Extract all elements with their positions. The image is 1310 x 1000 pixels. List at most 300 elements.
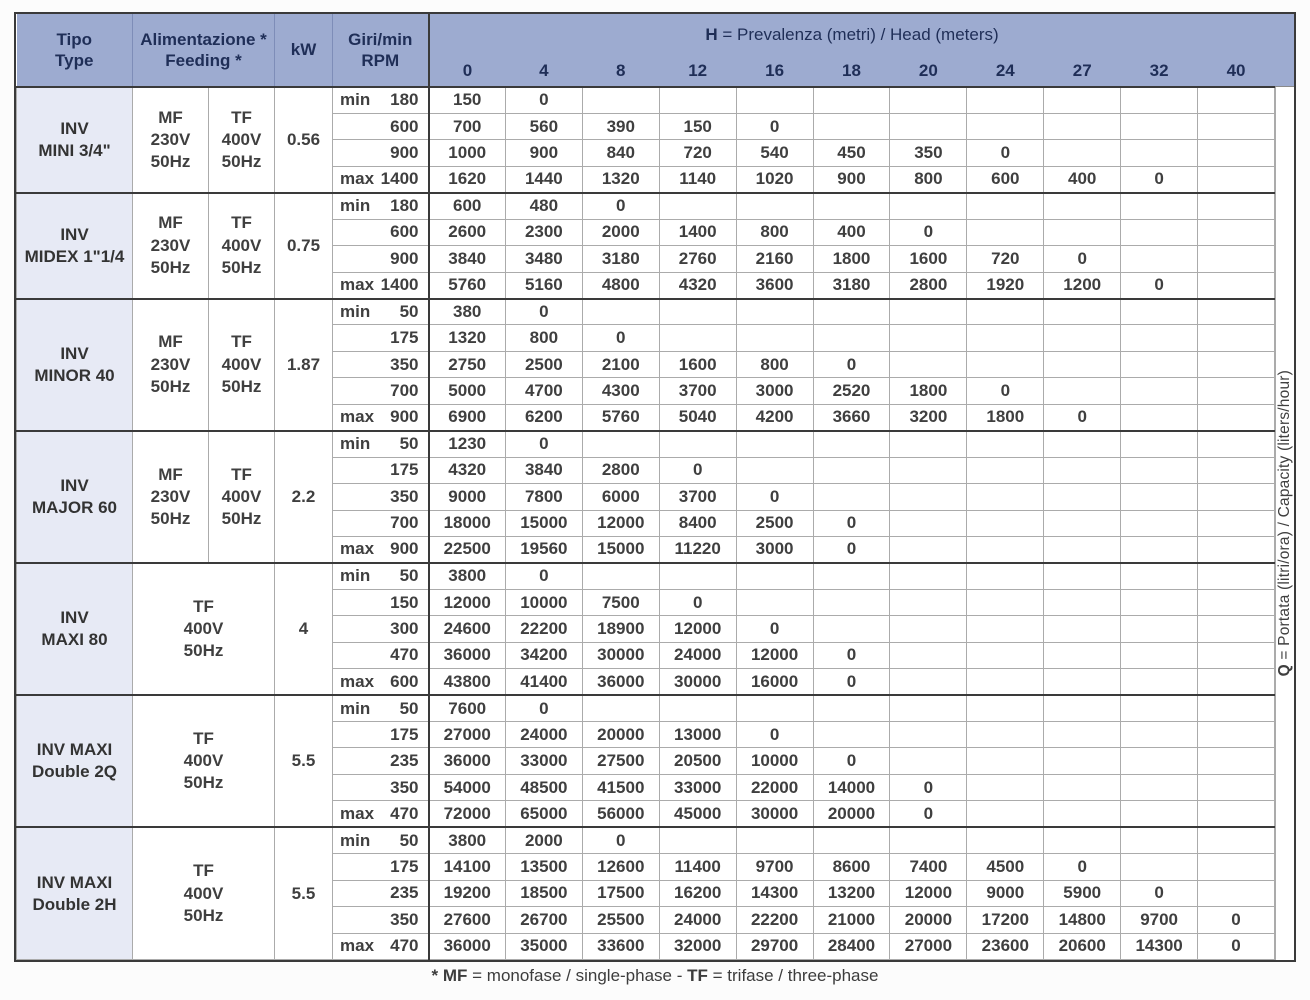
capacity-value-cell: 2100 — [582, 351, 659, 377]
capacity-value-cell: 36000 — [429, 748, 506, 774]
capacity-value-cell: 12000 — [429, 589, 506, 615]
rpm-cell — [333, 933, 429, 960]
capacity-value-cell: 33600 — [582, 933, 659, 960]
rpm-cell — [333, 880, 429, 906]
capacity-value-cell: 29700 — [736, 933, 813, 960]
capacity-value-cell — [813, 563, 890, 589]
capacity-value-cell — [890, 748, 967, 774]
rpm-minmax-label: min — [340, 566, 371, 586]
capacity-value-cell: 2750 — [429, 351, 506, 377]
capacity-value-cell: 4800 — [582, 272, 659, 298]
capacity-value-cell: 11220 — [659, 536, 736, 562]
capacity-value-cell: 9700 — [736, 854, 813, 880]
capacity-value-cell — [736, 193, 813, 219]
rpm-minmax-label: min — [340, 698, 371, 718]
rpm-value: 180 — [390, 196, 419, 216]
rpm-value: 1400 — [380, 169, 419, 189]
capacity-value-cell: 1920 — [967, 272, 1044, 298]
capacity-value-cell: 1440 — [505, 166, 582, 192]
capacity-value-cell — [813, 616, 890, 642]
capacity-value-cell: 3000 — [736, 378, 813, 404]
capacity-value-cell — [1198, 140, 1275, 166]
kw-cell: 5.5 — [275, 827, 333, 959]
capacity-value-cell: 19200 — [429, 880, 506, 906]
rpm-cell — [333, 457, 429, 483]
head-value-24: 24 — [967, 56, 1044, 87]
tipo-label-en: Type — [55, 51, 94, 70]
capacity-value-cell: 800 — [736, 219, 813, 245]
capacity-value-cell — [967, 193, 1044, 219]
capacity-value-cell — [659, 431, 736, 457]
feeding-cell: MF 230V 50Hz — [133, 193, 209, 299]
capacity-value-cell — [1044, 510, 1121, 536]
capacity-value-cell: 5760 — [429, 272, 506, 298]
capacity-value-cell — [1044, 219, 1121, 245]
capacity-value-cell — [582, 299, 659, 325]
capacity-value-cell: 150 — [659, 113, 736, 139]
capacity-value-cell — [1198, 351, 1275, 377]
rpm-value: 350 — [390, 486, 419, 506]
capacity-value-cell: 3700 — [659, 378, 736, 404]
capacity-value-cell — [813, 722, 890, 748]
capacity-value-cell: 35000 — [505, 933, 582, 960]
pump-model-cell: INV MINOR 40 — [17, 299, 133, 431]
capacity-value-cell — [1198, 854, 1275, 880]
capacity-value-cell: 24000 — [659, 642, 736, 668]
capacity-value-cell: 0 — [813, 536, 890, 562]
feeding-cell: TF 400V 50Hz — [133, 695, 275, 827]
capacity-value-cell: 28400 — [813, 933, 890, 960]
capacity-value-cell: 1400 — [659, 219, 736, 245]
capacity-value-cell — [890, 325, 967, 351]
capacity-value-cell — [736, 87, 813, 113]
capacity-value-cell — [736, 457, 813, 483]
rpm-value: 235 — [390, 751, 419, 771]
capacity-value-cell — [967, 722, 1044, 748]
rpm-value: 350 — [390, 777, 419, 797]
kw-cell: 2.2 — [275, 431, 333, 563]
rpm-cell — [333, 325, 429, 351]
rpm-value: 300 — [390, 618, 419, 638]
capacity-value-cell — [890, 563, 967, 589]
capacity-value-cell: 0 — [813, 510, 890, 536]
capacity-value-cell — [582, 695, 659, 721]
capacity-value-cell: 22200 — [505, 616, 582, 642]
rpm-cell — [333, 827, 429, 853]
capacity-value-cell — [1044, 642, 1121, 668]
capacity-value-cell — [967, 589, 1044, 615]
capacity-value-cell: 12000 — [582, 510, 659, 536]
capacity-value-cell: 7800 — [505, 484, 582, 510]
capacity-value-cell — [890, 457, 967, 483]
capacity-value-cell — [1121, 219, 1198, 245]
capacity-value-cell: 1000 — [429, 140, 506, 166]
capacity-value-cell — [1198, 722, 1275, 748]
capacity-value-cell — [1121, 404, 1198, 430]
capacity-value-cell — [1198, 193, 1275, 219]
capacity-value-cell — [582, 87, 659, 113]
capacity-value-cell — [1044, 774, 1121, 800]
capacity-value-cell: 0 — [582, 827, 659, 853]
capacity-value-cell — [1044, 140, 1121, 166]
capacity-value-cell: 41400 — [505, 669, 582, 695]
capacity-value-cell: 27000 — [429, 722, 506, 748]
capacity-value-cell — [1121, 827, 1198, 853]
capacity-value-cell — [967, 484, 1044, 510]
rpm-cell — [333, 166, 429, 192]
capacity-value-cell: 54000 — [429, 774, 506, 800]
capacity-value-cell: 16000 — [736, 669, 813, 695]
capacity-value-cell: 7400 — [890, 854, 967, 880]
capacity-value-cell: 1320 — [582, 166, 659, 192]
rpm-value: 150 — [390, 592, 419, 612]
footnote-segment: = trifase / three-phase — [707, 966, 879, 985]
rpm-cell — [333, 299, 429, 325]
capacity-value-cell: 17500 — [582, 880, 659, 906]
rpm-cell — [333, 140, 429, 166]
kw-cell: 0.56 — [275, 87, 333, 193]
capacity-value-cell — [736, 589, 813, 615]
rpm-cell — [333, 642, 429, 668]
capacity-value-cell: 12600 — [582, 854, 659, 880]
capacity-value-cell: 5000 — [429, 378, 506, 404]
rpm-cell — [333, 695, 429, 721]
capacity-value-cell — [967, 748, 1044, 774]
capacity-value-cell — [967, 510, 1044, 536]
capacity-value-cell: 4200 — [736, 404, 813, 430]
feeding-cell: TF 400V 50Hz — [209, 299, 275, 431]
head-value-16: 16 — [736, 56, 813, 87]
rpm-cell — [333, 193, 429, 219]
head-value-27: 27 — [1044, 56, 1121, 87]
rpm-cell — [333, 589, 429, 615]
capacity-value-cell: 20000 — [582, 722, 659, 748]
capacity-value-cell — [1044, 325, 1121, 351]
feeding-cell: TF 400V 50Hz — [209, 431, 275, 563]
col-header-tipo — [17, 14, 133, 87]
rpm-cell — [333, 219, 429, 245]
capacity-value-cell: 840 — [582, 140, 659, 166]
rpm-cell — [333, 484, 429, 510]
capacity-value-cell: 12000 — [659, 616, 736, 642]
capacity-value-cell — [967, 563, 1044, 589]
capacity-value-cell: 2760 — [659, 246, 736, 272]
rpm-cell — [333, 536, 429, 562]
capacity-value-cell: 0 — [505, 299, 582, 325]
capacity-value-cell: 0 — [813, 351, 890, 377]
feeding-cell: TF 400V 50Hz — [209, 193, 275, 299]
capacity-value-cell: 3200 — [890, 404, 967, 430]
capacity-value-cell — [890, 827, 967, 853]
rpm-value: 600 — [390, 222, 419, 242]
capacity-value-cell — [1198, 774, 1275, 800]
capacity-value-cell: 2000 — [505, 827, 582, 853]
rpm-cell — [333, 87, 429, 113]
capacity-value-cell — [967, 87, 1044, 113]
capacity-value-cell: 7500 — [582, 589, 659, 615]
capacity-value-cell — [1121, 669, 1198, 695]
capacity-value-cell — [890, 113, 967, 139]
capacity-side-strip — [1275, 14, 1294, 960]
rpm-value: 900 — [390, 143, 419, 163]
capacity-value-cell — [890, 669, 967, 695]
pump-model-cell: INV MIDEX 1"1/4 — [17, 193, 133, 299]
capacity-value-cell — [1044, 378, 1121, 404]
rpm-label-it: Giri/min — [348, 29, 413, 49]
capacity-value-cell: 4320 — [659, 272, 736, 298]
capacity-value-cell — [1044, 431, 1121, 457]
capacity-value-cell — [1121, 801, 1198, 827]
capacity-value-cell — [1198, 669, 1275, 695]
capacity-value-cell: 2800 — [582, 457, 659, 483]
capacity-value-cell: 14800 — [1044, 907, 1121, 933]
capacity-value-cell — [1121, 299, 1198, 325]
capacity-value-cell: 14100 — [429, 854, 506, 880]
feeding-cell: MF 230V 50Hz — [133, 87, 209, 193]
capacity-value-cell: 700 — [429, 113, 506, 139]
rpm-minmax-label: max — [340, 275, 375, 295]
capacity-value-cell — [736, 695, 813, 721]
rpm-value: 600 — [390, 116, 419, 136]
capacity-value-cell: 12000 — [736, 642, 813, 668]
capacity-value-cell: 480 — [505, 193, 582, 219]
capacity-value-cell — [1198, 510, 1275, 536]
capacity-value-cell — [967, 299, 1044, 325]
capacity-value-cell — [967, 351, 1044, 377]
capacity-value-cell — [890, 536, 967, 562]
capacity-value-cell — [890, 510, 967, 536]
capacity-value-cell — [1198, 536, 1275, 562]
capacity-value-cell: 0 — [582, 325, 659, 351]
capacity-value-cell — [582, 431, 659, 457]
capacity-value-cell: 0 — [890, 219, 967, 245]
capacity-value-cell: 2300 — [505, 219, 582, 245]
capacity-value-cell: 43800 — [429, 669, 506, 695]
capacity-value-cell: 26700 — [505, 907, 582, 933]
capacity-value-cell: 30000 — [582, 642, 659, 668]
rpm-cell — [333, 272, 429, 298]
capacity-value-cell: 22500 — [429, 536, 506, 562]
capacity-value-cell: 380 — [429, 299, 506, 325]
table-area — [16, 14, 1275, 960]
performance-table — [16, 14, 1275, 960]
capacity-value-cell — [890, 616, 967, 642]
capacity-value-cell: 720 — [659, 140, 736, 166]
capacity-value-cell — [1121, 87, 1198, 113]
capacity-value-cell — [1121, 457, 1198, 483]
capacity-value-cell — [813, 695, 890, 721]
capacity-value-cell: 20500 — [659, 748, 736, 774]
capacity-value-cell — [1044, 113, 1121, 139]
capacity-value-cell: 600 — [429, 193, 506, 219]
capacity-value-cell: 4500 — [967, 854, 1044, 880]
capacity-value-cell — [1121, 378, 1198, 404]
capacity-value-cell — [1044, 695, 1121, 721]
capacity-value-cell: 540 — [736, 140, 813, 166]
capacity-value-cell: 0 — [736, 722, 813, 748]
capacity-value-cell: 1800 — [890, 378, 967, 404]
rpm-value: 470 — [390, 803, 419, 823]
capacity-value-cell: 14300 — [1121, 933, 1198, 960]
capacity-value-cell: 1200 — [1044, 272, 1121, 298]
capacity-value-cell: 2000 — [582, 219, 659, 245]
rpm-value: 175 — [390, 856, 419, 876]
capacity-value-cell — [1121, 246, 1198, 272]
rpm-minmax-label: max — [340, 803, 375, 823]
capacity-value-cell: 2500 — [505, 351, 582, 377]
col-header-rpm — [333, 14, 429, 87]
capacity-value-cell — [813, 325, 890, 351]
capacity-value-cell: 9700 — [1121, 907, 1198, 933]
capacity-value-cell — [1198, 272, 1275, 298]
feeding-label-en: Feeding * — [165, 51, 242, 70]
capacity-value-cell: 32000 — [659, 933, 736, 960]
rpm-minmax-label: min — [340, 196, 371, 216]
capacity-value-cell: 27600 — [429, 907, 506, 933]
capacity-value-cell: 18500 — [505, 880, 582, 906]
rpm-value: 175 — [390, 724, 419, 744]
rpm-cell — [333, 563, 429, 589]
rpm-minmax-label: max — [340, 539, 375, 559]
capacity-value-cell — [967, 536, 1044, 562]
table-row — [17, 431, 1275, 457]
rpm-minmax-label: min — [340, 90, 371, 110]
capacity-value-cell: 3840 — [505, 457, 582, 483]
capacity-value-cell: 3600 — [736, 272, 813, 298]
capacity-value-cell: 30000 — [659, 669, 736, 695]
capacity-value-cell — [1044, 457, 1121, 483]
footnote-segment: MF — [442, 966, 468, 985]
capacity-value-cell: 0 — [736, 616, 813, 642]
capacity-value-cell: 400 — [1044, 166, 1121, 192]
capacity-value-cell: 30000 — [736, 801, 813, 827]
capacity-value-cell: 1600 — [659, 351, 736, 377]
capacity-value-cell: 65000 — [505, 801, 582, 827]
capacity-value-cell — [1121, 351, 1198, 377]
capacity-value-cell — [967, 457, 1044, 483]
capacity-value-cell: 0 — [659, 457, 736, 483]
rpm-cell — [333, 854, 429, 880]
capacity-value-cell — [1198, 325, 1275, 351]
rpm-cell — [333, 431, 429, 457]
capacity-value-cell — [967, 616, 1044, 642]
kw-cell: 5.5 — [275, 695, 333, 827]
capacity-value-cell: 3700 — [659, 484, 736, 510]
capacity-value-cell — [1121, 431, 1198, 457]
capacity-value-cell — [1198, 113, 1275, 139]
head-title-symbol: H — [705, 25, 718, 44]
capacity-value-cell — [1121, 113, 1198, 139]
capacity-value-cell: 22000 — [736, 774, 813, 800]
capacity-value-cell: 0 — [967, 140, 1044, 166]
capacity-value-cell — [659, 563, 736, 589]
capacity-value-cell — [1198, 457, 1275, 483]
side-strip-header-band — [1275, 14, 1294, 87]
capacity-value-cell: 17200 — [967, 907, 1044, 933]
capacity-value-cell: 12000 — [890, 880, 967, 906]
capacity-value-cell: 4320 — [429, 457, 506, 483]
capacity-value-cell: 0 — [1198, 907, 1275, 933]
feeding-label-it: Alimentazione * — [140, 29, 267, 49]
rpm-cell — [333, 616, 429, 642]
capacity-value-cell — [967, 642, 1044, 668]
capacity-value-cell — [813, 193, 890, 219]
capacity-value-cell — [967, 669, 1044, 695]
capacity-value-cell — [1121, 774, 1198, 800]
capacity-value-cell — [890, 722, 967, 748]
capacity-value-cell: 36000 — [582, 669, 659, 695]
capacity-value-cell — [659, 87, 736, 113]
capacity-value-cell: 5760 — [582, 404, 659, 430]
capacity-value-cell: 0 — [736, 484, 813, 510]
capacity-value-cell: 6000 — [582, 484, 659, 510]
capacity-value-cell — [1044, 299, 1121, 325]
table-row — [17, 695, 1275, 721]
capacity-value-cell: 5160 — [505, 272, 582, 298]
capacity-value-cell: 4700 — [505, 378, 582, 404]
rpm-cell — [333, 113, 429, 139]
capacity-value-cell — [1044, 801, 1121, 827]
kw-cell: 0.75 — [275, 193, 333, 299]
kw-cell: 4 — [275, 563, 333, 695]
capacity-value-cell — [1198, 642, 1275, 668]
table-body — [17, 87, 1275, 960]
capacity-value-cell: 3800 — [429, 563, 506, 589]
capacity-value-cell — [736, 299, 813, 325]
capacity-value-cell: 36000 — [429, 933, 506, 960]
capacity-value-cell: 2500 — [736, 510, 813, 536]
capacity-value-cell: 0 — [582, 193, 659, 219]
head-value-20: 20 — [890, 56, 967, 87]
capacity-value-cell: 20600 — [1044, 933, 1121, 960]
capacity-value-cell: 0 — [505, 431, 582, 457]
head-value-32: 32 — [1121, 56, 1198, 87]
capacity-value-cell: 0 — [967, 378, 1044, 404]
rpm-value: 50 — [399, 566, 419, 586]
capacity-value-cell — [1121, 510, 1198, 536]
capacity-value-cell: 24600 — [429, 616, 506, 642]
col-header-feeding — [133, 14, 275, 87]
capacity-value-cell: 0 — [505, 87, 582, 113]
capacity-value-cell: 0 — [1044, 854, 1121, 880]
rpm-minmax-label: min — [340, 830, 371, 850]
rpm-cell — [333, 748, 429, 774]
capacity-value-cell: 3180 — [582, 246, 659, 272]
capacity-value-cell: 33000 — [505, 748, 582, 774]
capacity-value-cell — [890, 589, 967, 615]
side-strip-body — [1275, 87, 1294, 960]
rpm-value: 900 — [390, 539, 419, 559]
capacity-value-cell — [813, 827, 890, 853]
capacity-value-cell: 13500 — [505, 854, 582, 880]
pump-model-cell: INV MAXI Double 2H — [17, 827, 133, 959]
capacity-value-cell — [890, 642, 967, 668]
rpm-value: 50 — [399, 830, 419, 850]
capacity-value-cell: 9000 — [967, 880, 1044, 906]
col-header-kw — [275, 14, 333, 87]
footnote — [0, 966, 1310, 986]
capacity-value-cell: 3660 — [813, 404, 890, 430]
feeding-cell: TF 400V 50Hz — [133, 563, 275, 695]
rpm-minmax-label: max — [340, 407, 375, 427]
capacity-value-cell — [1121, 854, 1198, 880]
capacity-value-cell: 0 — [1121, 166, 1198, 192]
capacity-value-cell: 1230 — [429, 431, 506, 457]
capacity-value-cell: 5040 — [659, 404, 736, 430]
table-row — [17, 193, 1275, 219]
capacity-value-cell: 4300 — [582, 378, 659, 404]
capacity-value-cell: 7600 — [429, 695, 506, 721]
